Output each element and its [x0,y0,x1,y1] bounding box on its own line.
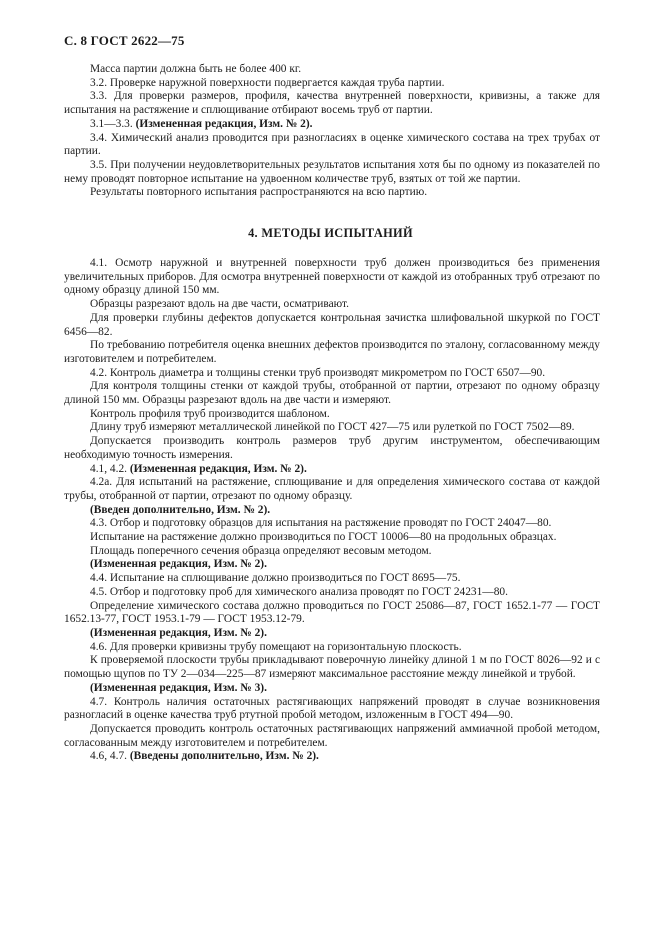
paragraph: 3.3. Для проверки размеров, профиля, качества внутренней поверхности, кривизны, а также для испытания на растяжение и сплющивание отбирают восемь труб от партии. [64,90,600,117]
amendment-clause-ref: 4.1, 4.2. [90,462,130,475]
paragraph: 4.2. Контроль диаметра и толщины стенки труб производят микрометром по ГОСТ 6507—90. [90,366,546,379]
paragraph: 4.1. Осмотр наружной и внутренней поверхности труб должен производиться без применения увеличительных приборов. Для осмотра внутренней поверхности от каждой из отобранных труб отрезают по одному образцу длиной 150 мм. [64,257,600,297]
paragraph: Образцы разрезают вдоль на две части, осматривают. [90,298,349,311]
amendment-note: (Измененная редакция, Изм. № 3). [90,681,267,694]
paragraph: Допускается проводить контроль остаточных растягивающих напряжений аммиачной пробой методом, согласованным между изготовителем и потребителем. [64,722,600,749]
section-4-body [64,257,600,764]
paragraph: По требованию потребителя оценка внешних дефектов производится по эталону, согласованному между изготовителем и потребителем. [64,339,600,365]
amendment-text: (Измененная редакция, Изм. № 2). [129,462,307,475]
paragraph: 4.7. Контроль наличия остаточных растягивающих напряжений проводят в случае возникновения разногласий в оценке качества труб ртутной пробой методом, изложенным в ГОСТ 494—90. [64,695,600,722]
amendment-clause-ref: 3.1—3.3. [90,117,136,130]
paragraph: Масса партии должна быть не более 400 кг. [90,63,302,75]
amendment-note [64,118,600,132]
amendment-clause-ref: 4.6, 4.7. [90,750,130,763]
paragraph: Для проверки глубины дефектов допускается контрольная зачистка шлифовальной шкуркой по ГОСТ 6456—82. [64,311,600,338]
paragraph: Контроль профиля труб производится шаблоном. [90,407,330,420]
page-header: С. 8 ГОСТ 2622—75 [64,33,185,48]
section-title: 4. МЕТОДЫ ИСПЫТАНИЙ [248,226,413,240]
section-3-continuation [64,63,600,200]
paragraph: Определение химического состава должно проводиться по ГОСТ 25086—87, ГОСТ 1652.1-77 — ГОСТ 1652.13-77, ГОСТ 1953.1-79 — ГОСТ 1953.12-79. [64,599,600,626]
amendment-text: (Введены дополнительно, Изм. № 2). [129,750,319,763]
paragraph: Испытание на растяжение должно производиться по ГОСТ 10006—80 на продольных образцах. [90,531,557,544]
paragraph: 4.4. Испытание на сплющивание должно производиться по ГОСТ 8695—75. [90,572,461,585]
paragraph: 4.6. Для проверки кривизны трубу помещают на горизонтальную плоскость. [90,640,462,653]
paragraph: Результаты повторного испытания распространяются на всю партию. [90,186,428,199]
paragraph: К проверяемой плоскости трубы прикладывают поверочную линейку длиной 1 м по ГОСТ 8026—92 и с помощью щупов по ТУ 2—034—225—87 измеряют максимальное расстояние между линейкой и трубой. [64,654,600,681]
paragraph: 4.3. Отбор и подготовку образцов для испытания на растяжение проводят по ГОСТ 24047—80. [90,517,552,530]
amendment-text: (Измененная редакция, Изм. № 2). [135,117,313,130]
paragraph: 3.5. При получении неудовлетворительных результатов испытания хотя бы по одному из показателей по нему проводят повторное испытание на удвоенном количестве труб, взятых от той же партии. [64,158,600,185]
amendment-note [64,463,600,477]
paragraph: Длину труб измеряют металлической линейкой по ГОСТ 427—75 или рулеткой по ГОСТ 7502—89. [90,421,575,434]
amendment-note: (Введен дополнительно, Изм. № 2). [90,503,271,516]
paragraph: Для контроля толщины стенки от каждой трубы, отобранной от партии, отрезают по одному образцу длиной 150 мм. Образцы разрезают вдоль на две части и измеряют. [64,380,600,407]
paragraph: 4.5. Отбор и подготовку проб для химического анализа проводят по ГОСТ 24231—80. [90,585,508,598]
paragraph: Площадь поперечного сечения образца определяют весовым методом. [90,544,432,557]
paragraph: 3.4. Химический анализ проводится при разногласиях в оценке химического состава на трех трубах от партии. [64,131,600,158]
amendment-note: (Измененная редакция, Изм. № 2). [90,558,267,571]
paragraph: Допускается производить контроль размеров труб другим инструментом, обеспечивающим необходимую точность измерения. [64,435,600,461]
amendment-note: (Измененная редакция, Изм. № 2). [90,626,267,639]
amendment-note [64,750,600,764]
paragraph: 4.2а. Для испытаний на растяжение, сплющивание и для определения химического состава от каждой трубы, отобранной от партии, отрезают по одному образцу. [64,476,600,502]
paragraph: 3.2. Проверке наружной поверхности подвергается каждая труба партии. [90,76,445,89]
